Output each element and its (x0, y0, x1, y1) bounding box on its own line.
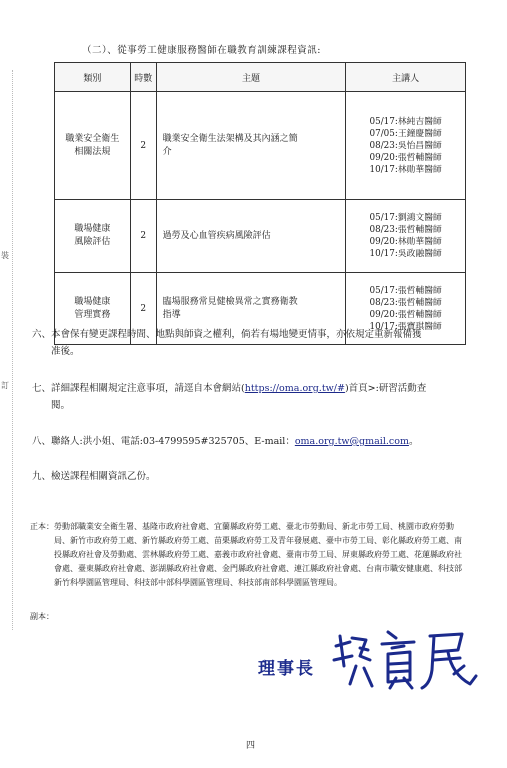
item-number: 七、 (32, 383, 52, 394)
topic-line: 過勞及心血管疾病風險評估 (162, 230, 271, 241)
hours-cell: 2 (130, 273, 156, 345)
speaker-entry: 08/23:張哲輔醫師 (369, 225, 442, 235)
speaker-entry: 10/17:吳政融醫師 (369, 249, 442, 259)
category-line: 職場健康 (74, 224, 111, 234)
page-number: 四 (246, 741, 256, 751)
header-speakers: 主講人 (346, 63, 466, 92)
topic-line: 臨場服務常見健檢異常之實務衛教 (162, 296, 298, 307)
binding-mark: 裝 (1, 251, 9, 260)
speaker-entry: 05/17:林純吉醫師 (369, 116, 442, 127)
hours-cell: 2 (130, 200, 156, 273)
website-link[interactable]: https://oma.org.tw/# (244, 383, 345, 394)
handwritten-signature (330, 626, 480, 696)
item-number: 六、 (32, 329, 52, 340)
category-line: 職場健康 (74, 296, 111, 307)
speaker-entry: 10/17:張寶琪醫師 (369, 321, 442, 332)
category-cell (55, 92, 131, 200)
speaker-entry: 09/20:張哲輔醫師 (369, 152, 442, 163)
header-hours: 時數 (130, 63, 156, 92)
speaker-entry: 05/17:張哲輔醫師 (369, 285, 442, 296)
item-text: 本會保有變更課程時間、地點與師資之權利，倘若有場地變更情事，亦依規定重新報備獲 (51, 329, 422, 340)
section-title: （二）、從事勞工健康服務醫師在職教育訓練課程資訊: (82, 45, 321, 56)
item-number: 八、 (32, 436, 52, 447)
speaker-entry: 10/17:林勛華醫師 (369, 164, 442, 175)
recipients-label: 正本： (30, 522, 54, 531)
speaker-entry: 05/17:劉鴻文醫師 (369, 213, 442, 223)
item-8 (32, 433, 418, 450)
recipients-list: 勞動部職業安全衛生署、基隆市政府社會處、宜蘭縣政府勞工處、臺北市勞動局、新北市勞工局、桃園市政府勞動局、新竹市政府勞工處、新竹縣政府勞工處、苗栗縣政府勞工及青年發展處、臺中市勞工局、彰化縣政府勞工處、南投縣政府社會及勞動處、雲林縣政府勞工處、嘉義市政府社會處、臺南市勞工局、屏東縣政府勞工處、花蓮縣政府社會處、臺東縣政府社會處、澎湖縣政府社會處、金門縣政府社會處、連江縣政府社會處、台南市職安健康處、科技部新竹科學園區管理局、科技部中部科學園區管理局、科技部南部科學園區管理局。 (54, 522, 462, 587)
email-link[interactable]: oma.org.tw@gmail.com (294, 436, 409, 447)
topic-cell (156, 92, 346, 200)
speaker-entry: 08/23:吳怡昌醫師 (369, 140, 442, 151)
table-row (55, 200, 466, 273)
item-text: 閱。 (51, 400, 71, 411)
binding-mark: 訂 (1, 381, 9, 390)
item-9 (32, 468, 156, 485)
hours-cell: 2 (130, 92, 156, 200)
item-number: 九、 (32, 471, 52, 482)
header-topic: 主題 (156, 63, 346, 92)
item-text: 。 (408, 436, 419, 447)
category-line: 職業安全衛生 (65, 133, 120, 144)
signature-title: 理事長 (258, 659, 315, 679)
item-6 (32, 326, 461, 360)
item-7 (32, 380, 461, 414)
speakers-cell (346, 92, 466, 200)
topic-cell (156, 200, 346, 273)
recipients-block (30, 520, 468, 590)
item-text: 准後。 (51, 346, 80, 357)
category-line: 相關法規 (74, 146, 111, 157)
course-table (54, 62, 466, 345)
category-cell (55, 200, 131, 273)
speaker-entry: 09/20:張哲輔醫師 (369, 309, 442, 320)
contact-text: 聯絡人:洪小姐、電話:03-4799595#325705、E-mail： (51, 436, 295, 447)
topic-line: 職業安全衛生法架構及其內涵之簡 (162, 133, 298, 144)
speakers-cell (346, 200, 466, 273)
topic-line: 介 (162, 146, 172, 157)
item-text: 詳細課程相關規定注意事項，請逕自本會網站( (51, 383, 245, 394)
table-header-row (55, 63, 466, 92)
table-row (55, 92, 466, 200)
item-text: )首頁>:研習活動查 (344, 383, 427, 394)
copy-label: 副本： (30, 612, 54, 621)
speaker-entry: 08/23:張哲輔醫師 (369, 297, 442, 308)
speaker-entry: 09/20:林勛華醫師 (369, 237, 442, 247)
category-line: 風險評估 (74, 237, 111, 247)
speaker-entry: 07/05:王鐘慶醫師 (369, 128, 442, 139)
topic-line: 指導 (162, 309, 181, 320)
binding-line (12, 70, 13, 630)
category-line: 管理實務 (74, 309, 111, 320)
item-text: 檢送課程相關資訊乙份。 (51, 471, 156, 482)
header-category: 類別 (55, 63, 131, 92)
